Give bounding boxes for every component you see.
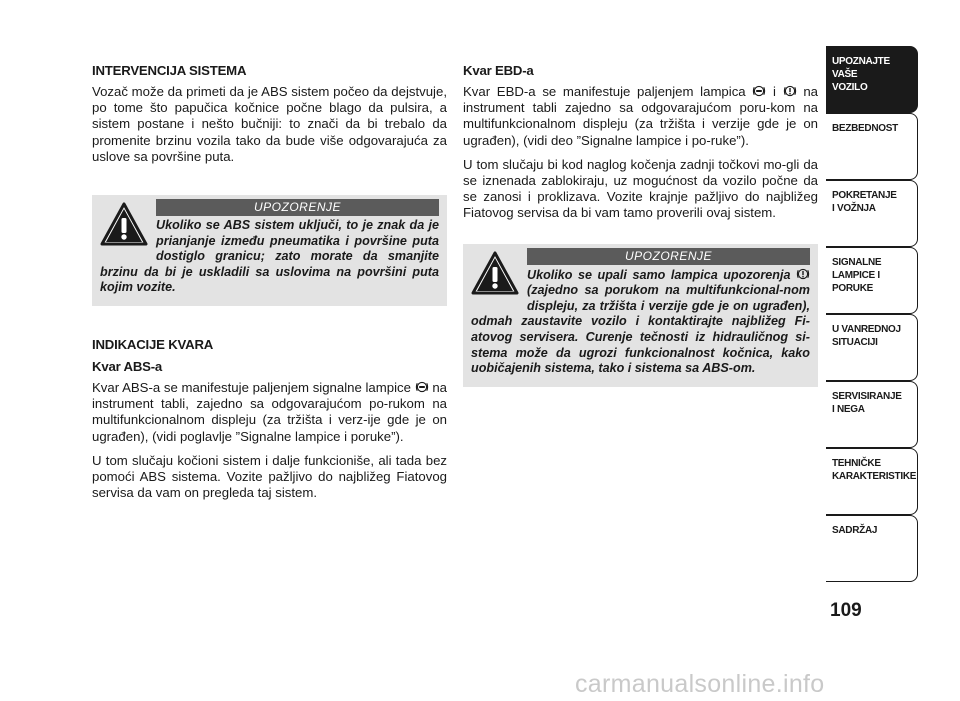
warning-header: UPOZORENJE xyxy=(156,199,439,216)
paragraph-ebd-fault xyxy=(463,84,818,149)
tab-pokretanje-i-voznja[interactable] xyxy=(826,180,918,247)
page-number: 109 xyxy=(830,600,862,621)
tab-label: U VANREDNOJ SITUACIJI xyxy=(832,324,901,348)
tab-tehnicke-karakteristike[interactable] xyxy=(826,448,918,515)
paragraph-abs-fault xyxy=(92,380,447,445)
chapter-tabs xyxy=(826,46,918,582)
paragraph-ebd-fault-b: na instrument tabli zajedno sa odgovarajućom poru-kom na multifunkcionalnom displeju (za tržišta i verzije gde je on ugrađen), (vidi deo ”Signalne lampice i po-ruke”). xyxy=(463,84,818,148)
warning-box-abs xyxy=(92,195,447,306)
paragraph-ebd-fault-a: Kvar EBD-a se manifestuje paljenjem lampica xyxy=(463,84,746,99)
tab-label: POKRETANJE I VOŽNJA xyxy=(832,190,897,214)
subtitle-abs-fault: Kvar ABS-a xyxy=(92,358,163,374)
warning-box-ebd xyxy=(463,244,818,387)
tab-label: BEZBEDNOST xyxy=(832,123,898,134)
warning-text-a: Ukoliko se upali samo lampica upozorenja xyxy=(527,267,791,282)
left-column xyxy=(92,62,447,509)
paragraph-intervention: Vozač može da primeti da je ABS sistem počeo da dejstvuje, po tome što papučica kočnice počne blago da pulsira, a sistem postane i nešto bučniji: to znači da bi trebalo da promenite brzinu vozila tako da bude više odgovarajuća za uslove sa površine puta. xyxy=(92,84,447,164)
tab-u-vanrednoj-situaciji[interactable] xyxy=(826,314,918,381)
abs-lamp-icon xyxy=(415,380,429,394)
section-title-intervention: INTERVENCIJA SISTEMA xyxy=(92,63,247,78)
tab-bezbednost[interactable] xyxy=(826,113,918,180)
right-column xyxy=(463,62,818,387)
warning-text xyxy=(471,267,810,377)
spacer xyxy=(92,173,447,195)
tab-servisiranje-i-nega[interactable] xyxy=(826,381,918,448)
warning-triangle-icon xyxy=(100,201,148,251)
warning-triangle-icon xyxy=(471,250,519,300)
paragraph-abs-fault-b: na instrument tabli, zajedno sa odgovarajućom po-rukom na multifunkcionalnom displeju (za tržišta i verz-ije gde je on ugrađen), (vidi poglavlje ”Signalne lampice i poruke”). xyxy=(92,379,447,444)
tab-label: UPOZNAJTE VAŠE VOZILO xyxy=(832,56,890,93)
tab-label: SADRŽAJ xyxy=(832,525,878,536)
paragraph-ebd-and: i xyxy=(773,84,776,99)
brake-warning-lamp-icon xyxy=(796,267,810,281)
tab-upoznajte-vase-vozilo[interactable] xyxy=(826,46,918,113)
tab-sadrzaj[interactable] xyxy=(826,515,918,582)
tab-label: SIGNALNE LAMPICE I PORUKE xyxy=(832,257,882,294)
brake-warning-lamp-icon xyxy=(783,84,797,98)
abs-lamp-icon xyxy=(752,84,766,98)
warning-text: Ukoliko se ABS sistem uključi, to je znak da je prianjanje između pneumatika i površine puta dostiglo granicu; zato morate da smanjite brzinu da bi je uskladili sa uslovima na površini puta kojim vozite. xyxy=(100,218,439,295)
subtitle-ebd-fault: Kvar EBD-a xyxy=(463,63,534,78)
tab-label: TEHNIČKE KARAKTERISTIKE xyxy=(832,458,917,482)
tab-label: SERVISIRANJE I NEGA xyxy=(832,391,902,415)
paragraph-abs-fault-a: Kvar ABS-a se manifestuje paljenjem signalne lampice xyxy=(92,379,411,395)
section-title-fault: INDIKACIJE KVARA xyxy=(92,336,214,352)
warning-header: UPOZORENJE xyxy=(527,248,810,265)
paragraph-ebd-consequence: U tom slučaju bi kod naglog kočenja zadnji točkovi mo-gli da se iznenada zablokiraju, uz mogućnost da vozilo počne da se zanosi i proklizava. Vozite krajnje pažljivo do najbližeg Fiatovog servisa da bi vam tamo proverili ovaj sistem. xyxy=(463,156,818,221)
warning-text-b: (zajedno sa porukom na multifunkcional-nom displeju, za tržišta i verzije gde je on ugrađen), odmah zaustavite vozilo i kontaktirajte najbližeg Fi-atovog servisera. Curenje tečnosti iz hidrauličnog si-stema može da ugrozi funkcionalnost kočnica, kako uobičajenih sistema, tako i sistema sa ABS-om. xyxy=(471,283,810,376)
spacer xyxy=(92,306,447,336)
tab-signalne-lampice[interactable] xyxy=(826,247,918,314)
watermark: carmanualsonline.info xyxy=(575,670,825,698)
spacer xyxy=(463,230,818,244)
paragraph-abs-consequence: U tom slučaju kočioni sistem i dalje funkcioniše, ali tada bez pomoći ABS sistema. Vozite pažljivo do najbližeg Fiatovog servisa da vam on pregleda taj sistem. xyxy=(92,452,447,501)
